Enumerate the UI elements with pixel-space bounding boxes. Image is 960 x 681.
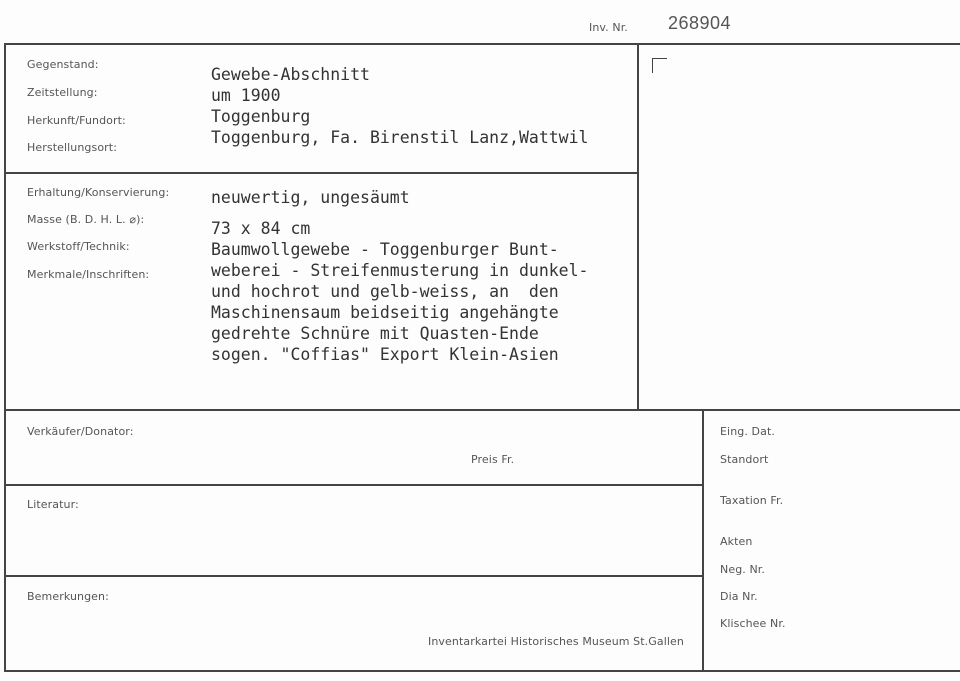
value-erhaltung: neuwertig, ungesäumt [211, 188, 410, 207]
technik-line: Baumwollgewebe - Toggenburger Bunt- [211, 240, 559, 259]
label-dia-nr: Dia Nr. [720, 590, 758, 603]
verkaeufer-divider [4, 484, 703, 486]
technik-line: weberei - Streifenmusterung in dunkel- [211, 261, 589, 280]
label-preis: Preis Fr. [471, 453, 515, 466]
label-standort: Standort [720, 453, 769, 466]
label-verkaeufer: Verkäufer/Donator: [27, 425, 134, 438]
label-eing-dat: Eing. Dat. [720, 425, 775, 438]
value-herstellungsort: Toggenburg, Fa. Birenstil Lanz,Wattwil [211, 128, 589, 147]
technik-line: sogen. "Coffias" Export Klein-Asien [211, 345, 559, 364]
label-zeitstellung: Zeitstellung: [27, 86, 98, 99]
label-gegenstand: Gegenstand: [27, 58, 99, 71]
value-masse: 73 x 84 cm [211, 219, 311, 238]
label-taxation: Taxation Fr. [720, 494, 784, 507]
literatur-divider [4, 575, 703, 577]
photo-area-border [637, 43, 639, 411]
section1-divider [4, 172, 639, 174]
label-erhaltung: Erhaltung/Konservierung: [27, 186, 170, 199]
left-border [4, 43, 6, 672]
value-gegenstand: Gewebe-Abschnitt [211, 65, 370, 84]
label-akten: Akten [720, 535, 753, 548]
label-neg-nr: Neg. Nr. [720, 563, 766, 576]
value-herkunft: Toggenburg [211, 107, 311, 126]
label-herstellungsort: Herstellungsort: [27, 141, 118, 154]
technik-line: gedrehte Schnüre mit Quasten-Ende [211, 324, 539, 343]
inv-nr-label: Inv. Nr. [589, 21, 628, 34]
card-footer: Inventarkartei Historisches Museum St.Gallen [428, 635, 684, 648]
label-literatur: Literatur: [27, 498, 79, 511]
label-klischee-nr: Klischee Nr. [720, 617, 786, 630]
value-zeitstellung: um 1900 [211, 86, 281, 105]
label-herkunft: Herkunft/Fundort: [27, 114, 126, 127]
right-column-border [702, 409, 704, 672]
technik-line: Maschinensaum beidseitig angehängte [211, 303, 559, 322]
technik-line: und hochrot und gelb-weiss, an den [211, 282, 559, 301]
inv-number: 268904 [668, 13, 732, 33]
top-rule [4, 43, 960, 45]
photo-corner-mark [652, 58, 667, 73]
bottom-rule [4, 670, 960, 672]
label-masse: Masse (B. D. H. L. ⌀): [27, 213, 145, 226]
section2-divider [4, 409, 960, 411]
label-werkstoff: Werkstoff/Technik: [27, 240, 130, 253]
label-bemerkungen: Bemerkungen: [27, 590, 109, 603]
label-merkmale: Merkmale/Inschriften: [27, 268, 150, 281]
